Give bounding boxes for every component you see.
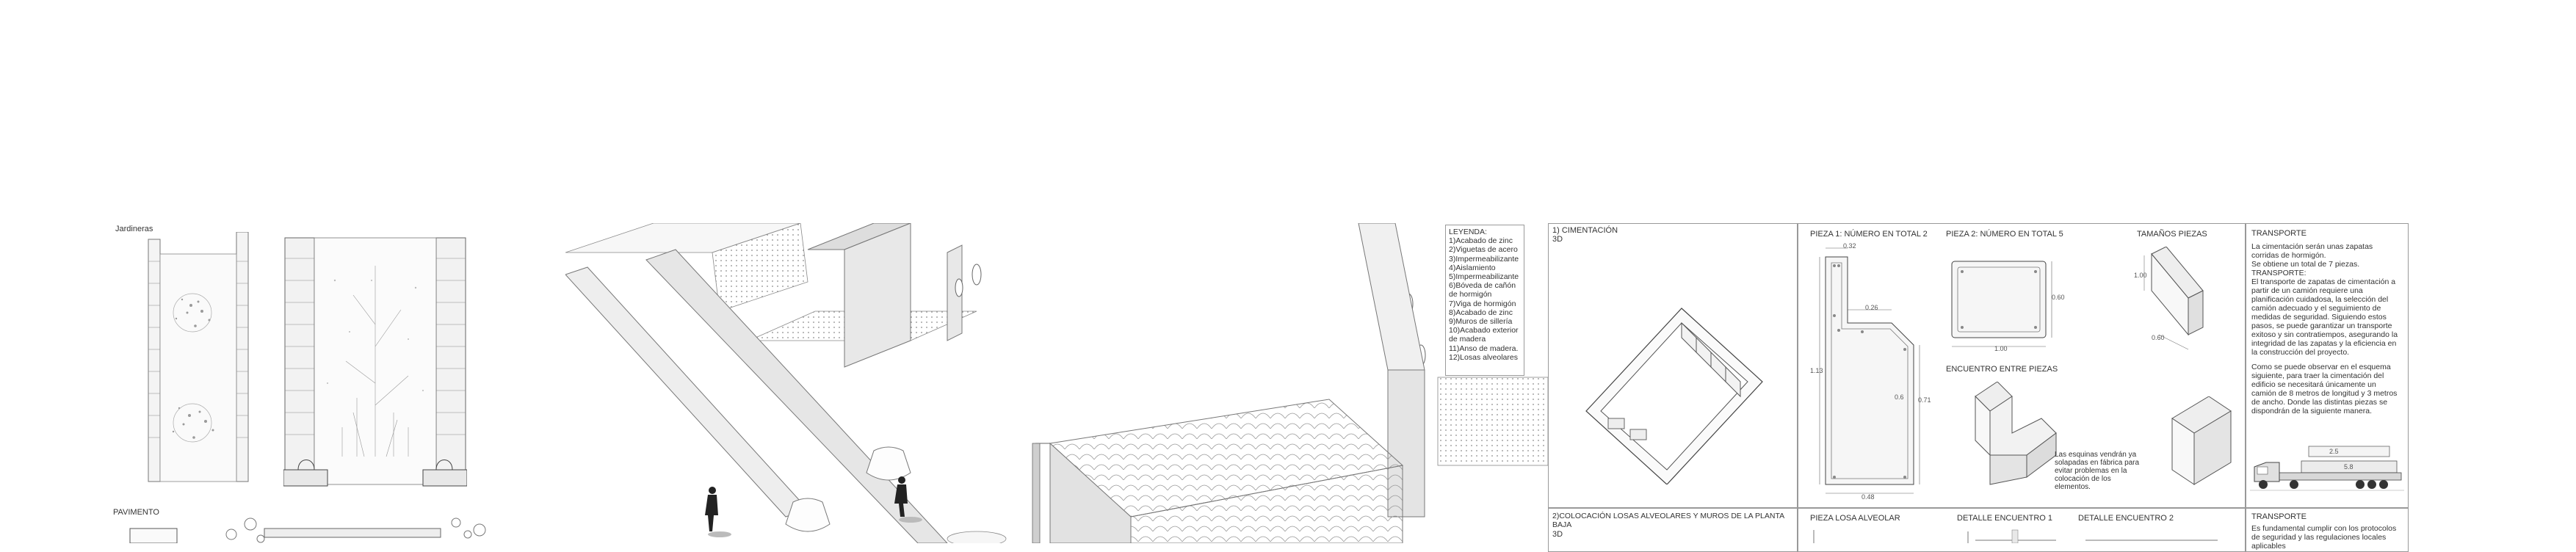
pieza2-dim: 1.00 [1994, 345, 2008, 352]
tamanos-drawing [2130, 247, 2232, 357]
transporte2-line: Es fundamental cumplir con los protocolos de seguridad y las regulaciones locales aplicables [2251, 524, 2397, 551]
pieza2-drawing [1947, 257, 2058, 352]
tamanos-drawing-2 [2165, 396, 2246, 499]
legend-item: 2)Viguetas de acero [1449, 245, 1518, 255]
detalle1-title: DETALLE ENCUENTRO 1 [1957, 514, 2052, 523]
transporte1-line: TRANSPORTE: [2251, 269, 2307, 277]
encuentro-note: Las esquinas vendrán ya solapadas en fábrica para evitar problemas en la colocación de los elementos. [2055, 451, 2140, 491]
truck-label: 5.8 [2344, 463, 2354, 471]
tamanos-title: TAMAÑOS PIEZAS [2137, 230, 2207, 239]
legend-item: 6)Bóveda de cañón de hormigón [1449, 281, 1516, 299]
tamanos-dim: 1.00 [2134, 272, 2147, 279]
legend-item: 1)Acabado de zinc [1449, 236, 1513, 246]
legend-item: 7)Viga de hormigón [1449, 299, 1516, 308]
legend-item: 3)Impermeabilizante [1449, 254, 1519, 264]
pieza1-dim: 1.13 [1810, 367, 1823, 374]
transporte1-line: Se obtiene un total de 7 piezas. [2251, 260, 2360, 269]
section2-title: 2)COLOCACIÓN LOSAS ALVEOLARES Y MUROS DE LA PLANTA BAJA [1552, 512, 1784, 529]
encuentro-title: ENCUENTRO ENTRE PIEZAS [1946, 365, 2058, 374]
section1-subtitle: 3D [1552, 235, 1563, 244]
transporte1-title: TRANSPORTE [2251, 229, 2307, 238]
pavimento-drawing [129, 512, 540, 543]
transporte2-title: TRANSPORTE [2251, 512, 2307, 521]
legend-item: 4)Aislamiento [1449, 263, 1496, 272]
legend-item: 8)Acabado de zinc [1449, 308, 1513, 317]
legend-item: 9)Muros de sillería [1449, 317, 1513, 327]
legend-title: LEYENDA: [1449, 228, 1487, 236]
detalles-drawing [1806, 524, 2240, 543]
legend-item: 11)Anso de madera. [1449, 344, 1519, 353]
pieza1-dim: 0.48 [1862, 493, 1875, 501]
transporte1-line: La cimentación serán unas zapatas corridas de hormigón. [2251, 242, 2373, 260]
pieza1-dim: 0.71 [1918, 396, 1931, 404]
pieza1-dim: 0.26 [1865, 304, 1878, 311]
pieza1-dim: 0.32 [1843, 242, 1856, 250]
pieza1-dim: 0.6 [1895, 393, 1904, 401]
legend-item: 10)Acabado exterior de madera [1449, 326, 1519, 344]
transporte1-line: El transporte de zapatas de cimentación a partir de un camión requiere una planificación cuidadosa, la selección del camión adecuado y el seguimiento de medidas de seguridad. Siguiendo estos pasos, se puede garantizar un transporte exitoso y sin contratiempos, asegurando la integridad de las zapatas y la eficiencia en la construcción del proyecto. [2251, 277, 2398, 357]
tamanos-dim: 0.60 [2152, 334, 2165, 341]
pieza-losa-title: PIEZA LOSA ALVEOLAR [1810, 514, 1900, 523]
section2-subtitle: 3D [1552, 530, 1563, 539]
pieza2-title: PIEZA 2: NÚMERO EN TOTAL 5 [1946, 230, 2063, 239]
truck-drawing [2250, 440, 2404, 499]
jardineras-label: Jardineras [115, 225, 153, 233]
legend-box [1445, 225, 1524, 376]
section1-title: 1) CIMENTACIÓN [1552, 226, 1618, 235]
transporte1-line: Como se puede observar en el esquema siguiente, para traer la cimentación del edificio se necesitará únicamente un camión de 8 metros de longitud y 3 metros de ancho. Donde las distintas piezas se dispondrán de la siguiente manera. [2251, 363, 2398, 415]
pieza1-title: PIEZA 1: NÚMERO EN TOTAL 2 [1810, 230, 1928, 239]
legend-item: 12)Losas alveolares [1449, 352, 1518, 362]
jardinera-drawing-1 [147, 232, 250, 496]
cimentacion-3d-drawing [1579, 294, 1770, 484]
legend-item: 5)Impermeabilizante [1449, 272, 1519, 282]
pavimento-label: PAVIMENTO [113, 508, 159, 517]
jardinera-drawing-2 [283, 236, 467, 501]
truck-label: 2.5 [2329, 448, 2339, 455]
pieza2-dim: 0.60 [2052, 294, 2065, 301]
pieza1-drawing [1818, 242, 1928, 499]
axonometric-drawing [565, 223, 1549, 543]
detalle2-title: DETALLE ENCUENTRO 2 [2078, 514, 2174, 523]
